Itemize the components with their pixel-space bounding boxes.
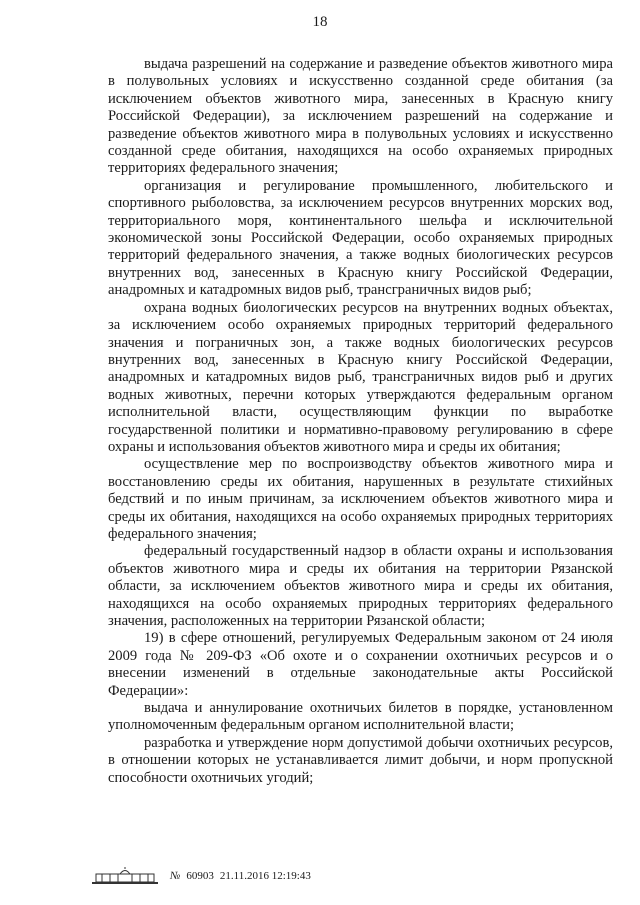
paragraph: охрана водных биологических ресурсов на внутренних водных объектах, за исключением особо охраняемых природных территорий федерального значения и пограничных зон, а также водных биологических ресурсов внутренних вод, занесенных в Красную книгу Российской Федерации, анадромных и катадромных видов рыб, трансграничных видов рыб и других водных животных, перечни которых утверждаются федеральным органом исполнительной власти, осуществляющим функции по выработке государственной политики и нормативно-правовому регулированию в сфере охраны и использования объектов животного мира и среды их обитания; bbox=[108, 299, 613, 455]
paragraph: организация и регулирование промышленного, любительского и спортивного рыболовства, за исключением ресурсов внутренних морских вод, территориального моря, континентального шельфа и исключительной экономической зоны Российской Федерации, особо охраняемых природных территорий федерального значения, а также водных биологических ресурсов внутренних вод, занесенных в Красную книгу Российской Федерации, анадромных и катадромных видов рыб, трансграничных видов рыб; bbox=[108, 177, 613, 299]
document-number: 60903 bbox=[186, 870, 214, 882]
paragraph: 19) в сфере отношений, регулируемых Федеральным законом от 24 июля 2009 года № 209-ФЗ «Об охоте и о сохранении охотничьих ресурсов и о внесении изменений в отдельные законодательные акты Российской Федерации»: bbox=[108, 630, 613, 699]
paragraph: разработка и утверждение норм допустимой добычи охотничьих ресурсов, в отношении которых не устанавливается лимит добычи, и норм пропускной способности охотничьих угодий; bbox=[108, 734, 613, 786]
paragraph: федеральный государственный надзор в области охраны и использования объектов животного мира и среды их обитания на территории Рязанской области, за исключением объектов животного мира и среды их обитания, находящихся на особо охраняемых природных территориях федерального значения, расположенных на территории Рязанской области; bbox=[108, 543, 613, 629]
paragraph: осуществление мер по воспроизводству объектов животного мира и восстановлению среды их обитания, нарушенных в результате стихийных бедствий и по иным причинам, за исключением объектов животного мира и среды их обитания, находящихся на особо охраняемых природных территориях федерального значения; bbox=[108, 456, 613, 542]
paragraph: выдача разрешений на содержание и разведение объектов животного мира в полувольных условиях и искусственно созданной среде обитания (за исключением объектов животного мира, занесенных в Красную книгу Российской Федерации), за исключением разрешений на содержание и разведение объектов животного мира в полувольных условиях и искусственно созданной среде обитания, находящихся на особо охраняемых природных территориях федерального значения; bbox=[108, 56, 613, 177]
document-id bbox=[170, 870, 311, 882]
document-footer bbox=[90, 866, 311, 886]
document-number-sign-icon: № bbox=[170, 870, 181, 882]
duma-building-logo-icon bbox=[90, 866, 160, 886]
document-body bbox=[108, 56, 613, 787]
paragraph: выдача и аннулирование охотничьих билетов в порядке, установленном уполномоченным федеральным органом исполнительной власти; bbox=[108, 700, 613, 734]
document-timestamp: 21.11.2016 12:19:43 bbox=[219, 870, 311, 882]
page-number: 18 bbox=[312, 14, 328, 30]
